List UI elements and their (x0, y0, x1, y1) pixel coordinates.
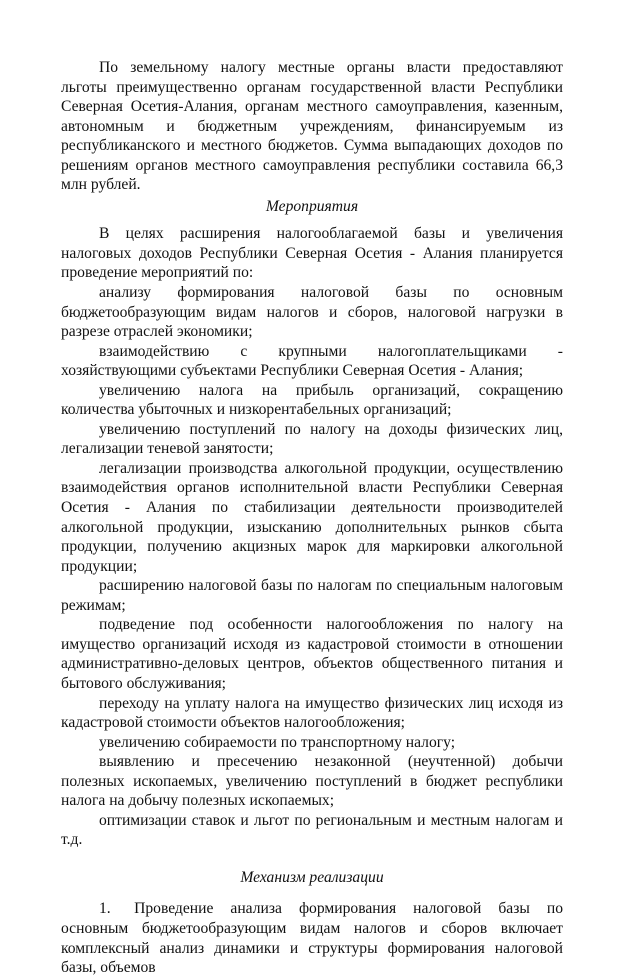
heading-mechanism: Механизм реализации (240, 868, 384, 886)
measure-item: выявлению и пресечению незаконной (неучтенной) добычи полезных ископаемых, увеличению поступлений в бюджет республики налога на добычу полезных ископаемых; (61, 753, 563, 810)
measure-item: легализации производства алкогольной продукции, осуществлению взаимодействия органов исполнительной власти Республики Северная Осетия - Алания по стабилизации деятельности производителей алкогольной продукции, изысканию дополнительных рынков сбыта продукции, получению акцизных марок для маркировки алкогольной продукции; (61, 459, 563, 575)
measure-item: подведение под особенности налогообложения по налогу на имущество организаций исходя из кадастровой стоимости в отношении административно-деловых центров, объектов общественного питания и бытового обслуживания; (61, 616, 563, 692)
intro-paragraph: По земельному налогу местные органы власти предоставляют льготы преимущественно органам государственной власти Республики Северная Осетия-Алания, органам местного самоуправления, казенным, автономным и бюджетным учреждениям, финансируемым из республиканского и местного бюджетов. Сумма выпадающих доходов по решениям органов местного самоуправления республики составила 66,3 млн рублей. (61, 59, 563, 194)
measure-item: взаимодействию с крупными налогоплательщиками - хозяйствующими субъектами Республики Северная Осетия - Алания; (61, 342, 563, 380)
measure-item: анализу формирования налоговой базы по основным бюджетообразующим видам налогов и сборов, налоговой нагрузки в разрезе отраслей экономики; (61, 284, 563, 341)
measure-item: расширению налоговой базы по налогам по специальным налоговым режимам; (61, 577, 563, 614)
document-page (61, 58, 563, 978)
measure-item: увеличению поступлений по налогу на доходы физических лиц, легализации теневой занятости; (61, 420, 563, 458)
measure-item: оптимизации ставок и льгот по региональным и местным налогам и т.д. (61, 811, 563, 849)
mechanism-item: 1. Проведение анализа формирования налоговой базы по основным бюджетообразующим видам налогов и сборов включает комплексный анализ динамики и структуры формирования налоговой базы, объемов (61, 900, 563, 977)
measures-list (61, 283, 563, 850)
measures-intro: В целях расширения налогооблагаемой базы и увеличения налоговых доходов Республики Северная Осетия - Алания планируется проведение мероприятий по: (61, 225, 563, 282)
heading-measures: Мероприятия (265, 197, 359, 215)
measure-item: увеличению налога на прибыль организаций, сокращению количества убыточных и низкорентабельных организаций; (61, 381, 563, 419)
measure-item: увеличению собираемости по транспортному налогу; (99, 733, 456, 751)
measure-item: переходу на уплату налога на имущество физических лиц исходя из кадастровой стоимости объектов налогообложения; (61, 694, 563, 732)
